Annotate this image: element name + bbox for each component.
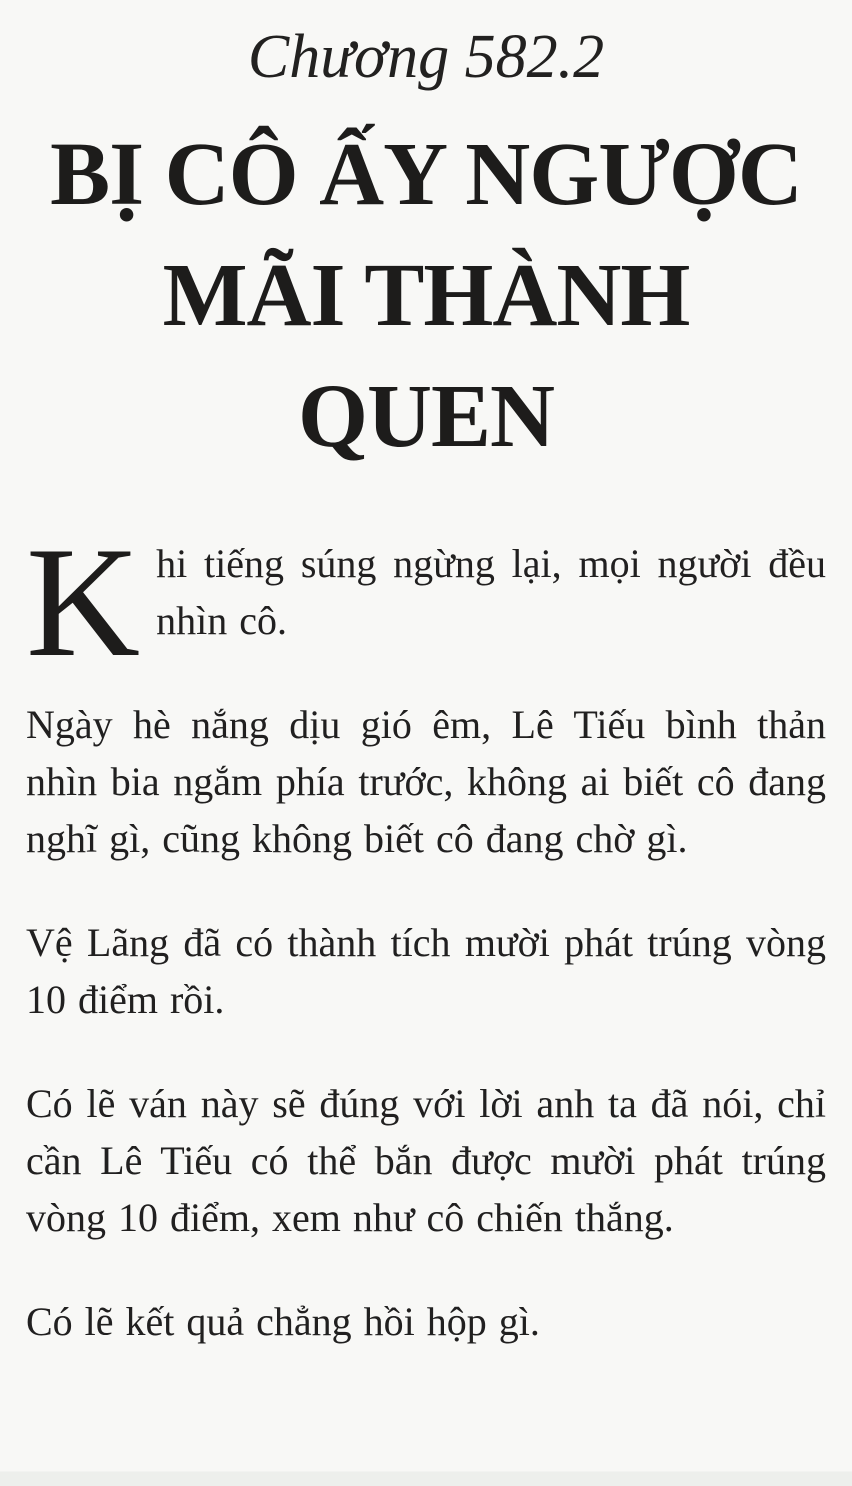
chapter-body — [26, 514, 826, 1350]
paragraph: Vệ Lãng đã có thành tích mười phát trúng vòng 10 điểm rồi. — [26, 919, 826, 1022]
paragraph: Có lẽ kết quả chẳng hồi hộp gì. — [26, 1298, 540, 1344]
chapter-number: Chương 582.2 — [247, 23, 605, 91]
paragraph: Ngày hè nắng dịu gió êm, Lê Tiếu bình thản nhìn bia ngắm phía trước, không ai biết cô đang nghĩ gì, cũng không biết cô đang chờ gì. — [26, 701, 826, 861]
chapter-title-line-1: BỊ CÔ ẤY NGƯỢC — [50, 124, 802, 224]
chapter-title — [26, 114, 826, 477]
drop-cap: K — [26, 514, 141, 690]
chapter-title-line-3: QUEN — [297, 366, 555, 466]
paragraph-first — [26, 514, 826, 690]
bottom-bar — [0, 1471, 852, 1486]
paragraph-first-text: hi tiếng súng ngừng lại, mọi người đều nhìn cô. — [156, 540, 826, 643]
chapter-header — [26, 16, 826, 477]
paragraph: Có lẽ ván này sẽ đúng với lời anh ta đã nói, chỉ cần Lê Tiếu có thể bắn được mười phát trúng vòng 10 điểm, xem như cô chiến thắng. — [26, 1080, 826, 1240]
chapter-title-line-2: MÃI THÀNH — [162, 245, 690, 345]
